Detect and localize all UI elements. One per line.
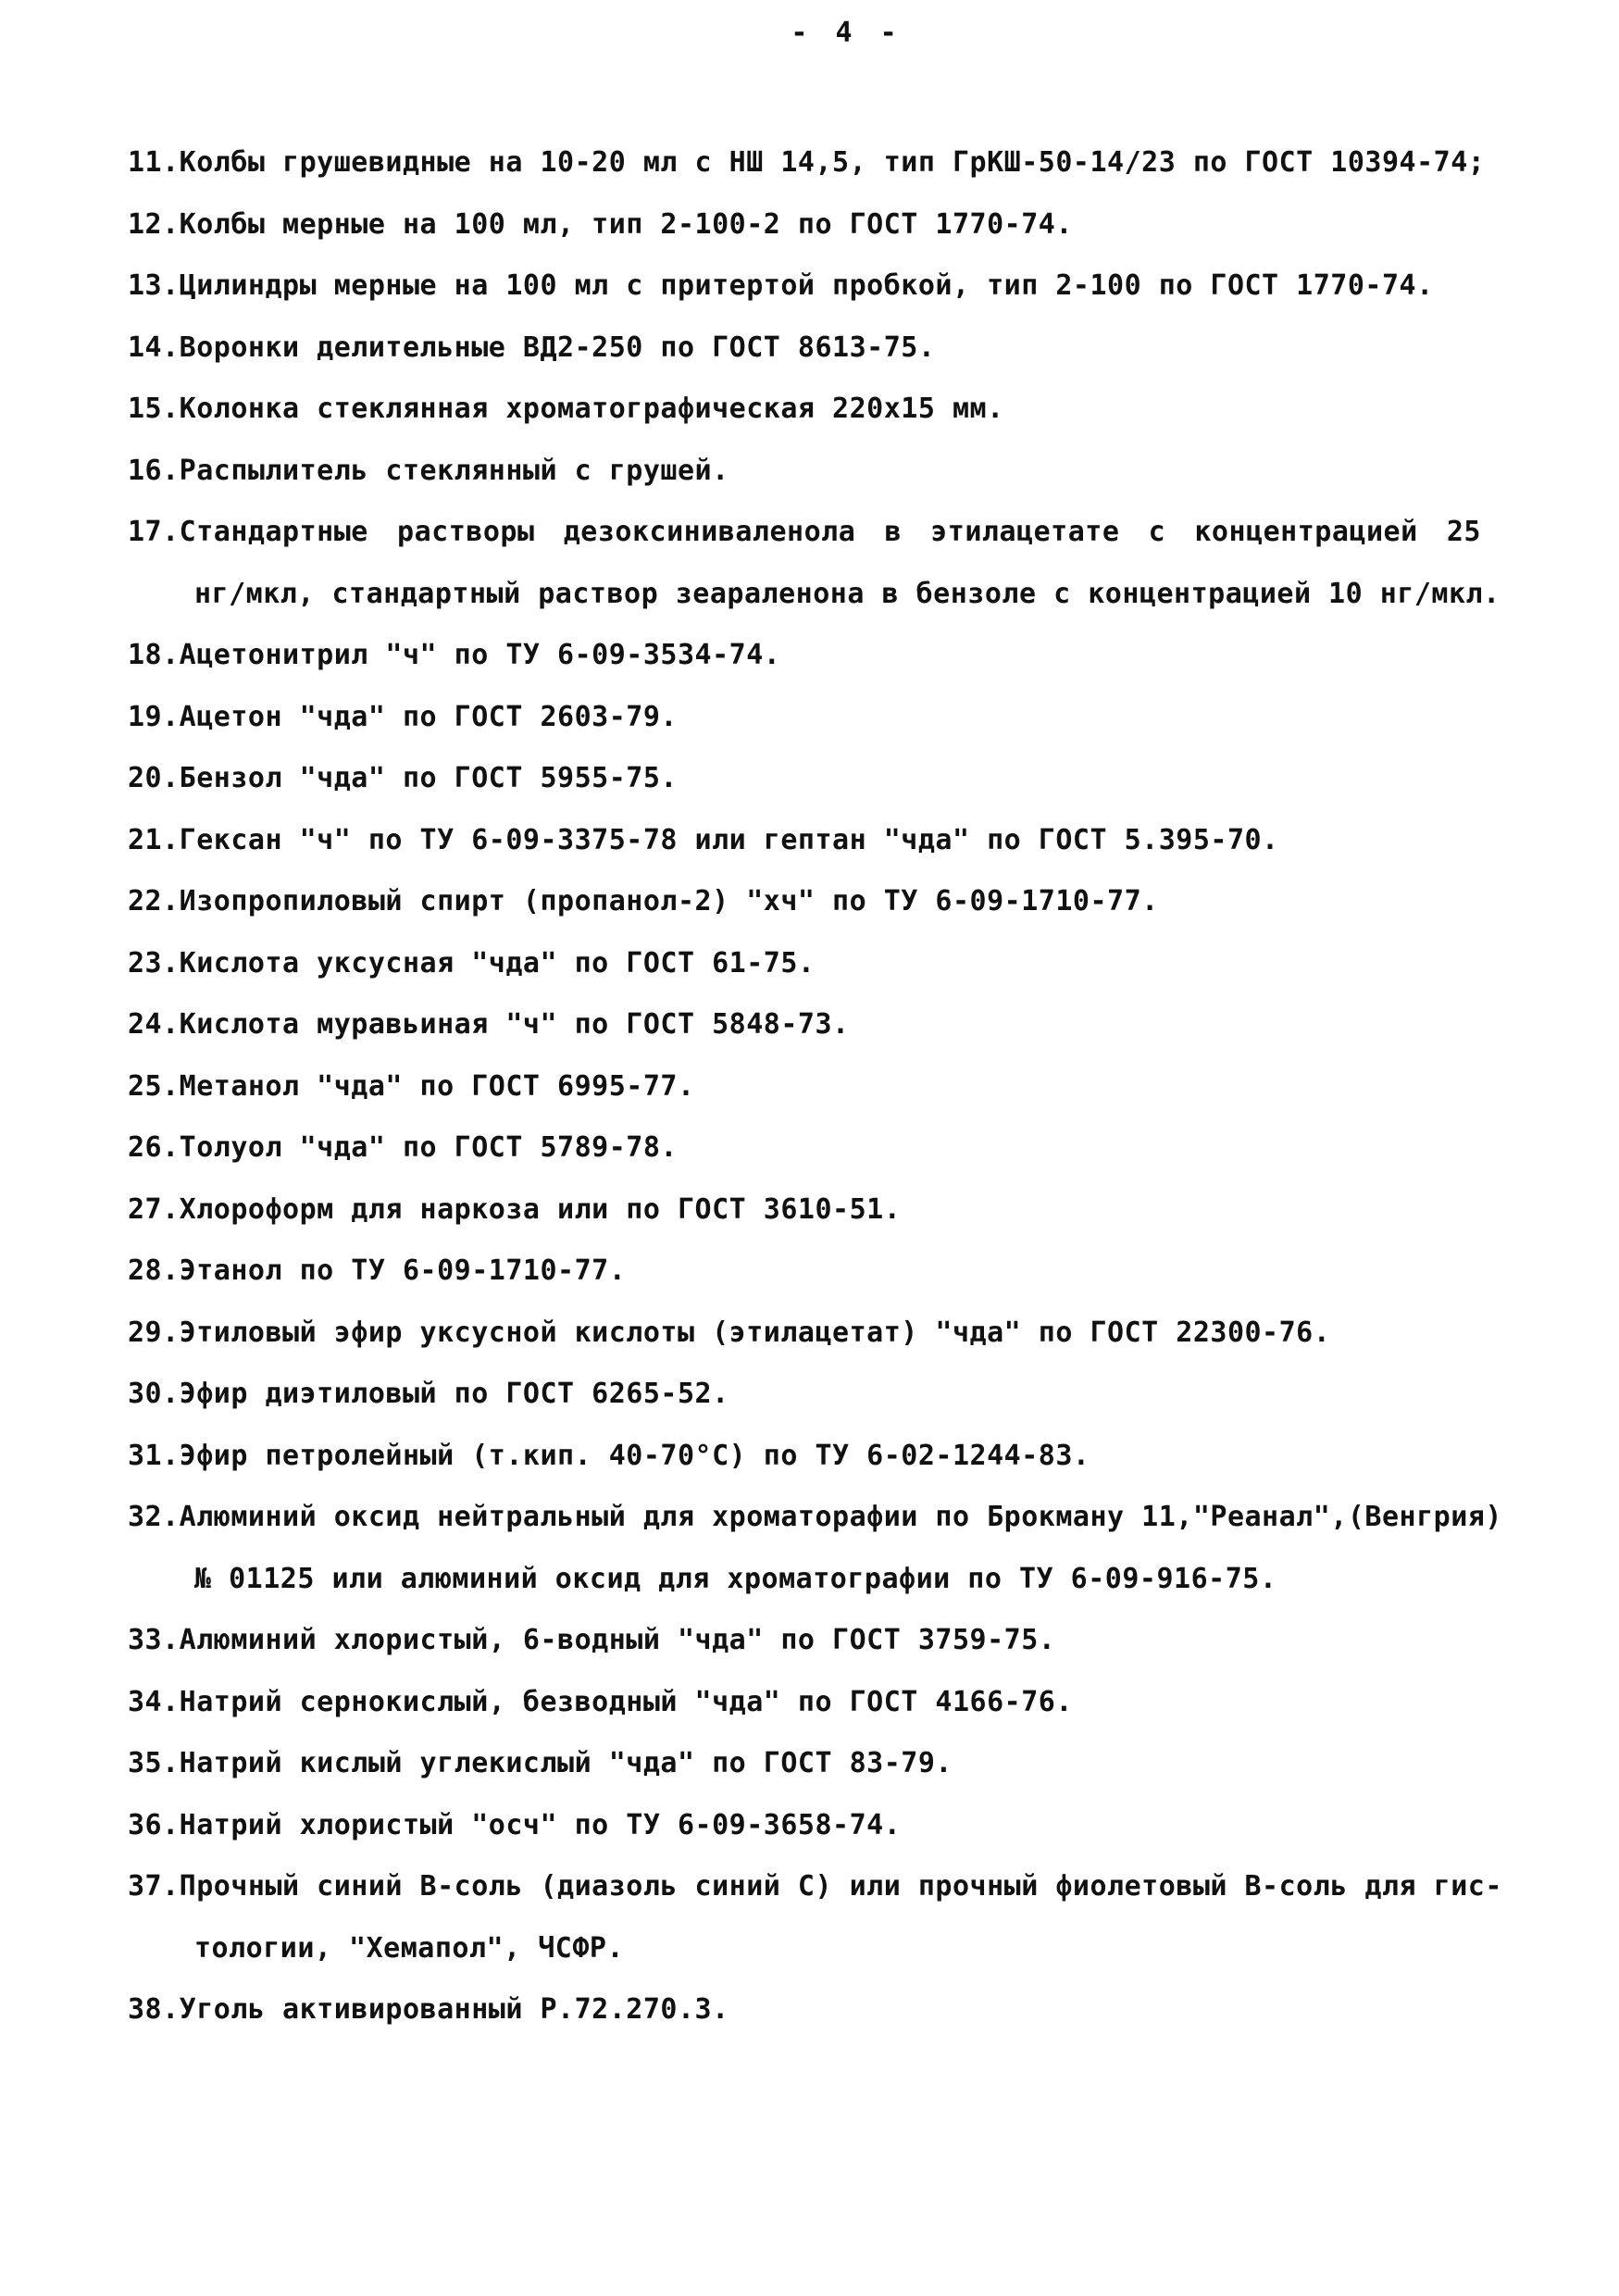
list-item-text: 18.Ацетонитрил "ч" по ТУ 6-09-3534-74. [128, 639, 781, 671]
list-item-text: 23.Кислота уксусная "чда" по ГОСТ 61-75. [128, 946, 816, 980]
list-item-text: 17.Стандартные растворы дезоксиниваленола в этилацетате с концентрацией 25 [128, 516, 1481, 548]
list-item-text: 27.Хлороформ для наркоза или по ГОСТ 3610-51. [128, 1192, 902, 1226]
list-item-24 [128, 994, 1498, 1056]
list-item-16 [128, 441, 1498, 503]
list-item-text: 31.Эфир петролейный (т.кип. 40-70°С) по ТУ 6-02-1244-83. [128, 1439, 1090, 1472]
list-item-13 [128, 256, 1498, 318]
list-item-22 [128, 871, 1498, 933]
list-item-11 [128, 132, 1498, 194]
list-item-26 [128, 1117, 1498, 1179]
list-item-text: 11.Колбы грушевидные на 10-20 мл с НШ 14,5, тип ГрКШ-50-14/23 по ГОСТ 10394-74; [128, 146, 1486, 179]
list-item-text: 38.Уголь активированный Р.72.270.3. [128, 1993, 729, 2026]
list-item-text: 32.Алюминий оксид нейтральный для хроматорафии по Брокману 11,"Реанал",(Венгрия) [128, 1501, 1502, 1533]
list-item-18 [128, 625, 1498, 687]
list-item-continuation: нг/мкл, стандартный раствор зеараленона в бензоле с концентрацией 10 нг/мкл. [194, 577, 1501, 610]
list-item-20 [128, 748, 1498, 810]
list-item-14 [128, 318, 1498, 380]
list-item-text: 37.Прочный синий В-соль (диазоль синий С) или прочный фиолетовый В-соль для гис- [128, 1870, 1502, 1903]
list-item-text: 35.Натрий кислый углекислый "чда" по ГОСТ 83-79. [128, 1747, 953, 1779]
list-item-19 [128, 687, 1498, 749]
list-item-37 [128, 1856, 1502, 1979]
list-item-28 [128, 1241, 1498, 1303]
list-item-text: 16.Распылитель стеклянный с грушей. [128, 454, 729, 487]
list-item-continuation: тологии, "Хемапол", ЧСФР. [194, 1931, 625, 1965]
list-item-text: 36.Натрий хлористый "осч" по ТУ 6-09-3658-74. [128, 1808, 902, 1841]
reagents-list [128, 132, 1502, 2041]
list-item-continuation: № 01125 или алюминий оксид для хроматографии по ТУ 6-09-916-75. [194, 1562, 1277, 1595]
list-item-text: 25.Метанол "чда" по ГОСТ 6995-77. [128, 1069, 695, 1103]
list-item-15 [128, 379, 1498, 441]
list-item-34 [128, 1672, 1498, 1734]
list-item-30 [128, 1364, 1498, 1426]
list-item-17 [128, 502, 1501, 625]
list-item-text: 33.Алюминий хлористый, 6-водный "чда" по ГОСТ 3759-75. [128, 1624, 1056, 1656]
page-number: - 4 - [791, 17, 903, 49]
list-item-text: 22.Изопропиловый спирт (пропанол-2) "хч" по ТУ 6-09-1710-77. [128, 885, 1159, 917]
list-item-text: 15.Колонка стеклянная хроматографическая 220х15 мм. [128, 393, 1004, 425]
list-item-38 [128, 1979, 1498, 2041]
list-item-text: 21.Гексан "ч" по ТУ 6-09-3375-78 или гептан "чда" по ГОСТ 5.395-70. [128, 823, 1279, 856]
list-item-text: 24.Кислота муравьиная "ч" по ГОСТ 5848-73. [128, 1008, 850, 1041]
list-item-21 [128, 810, 1498, 872]
list-item-text: 29.Этиловый эфир уксусной кислоты (этилацетат) "чда" по ГОСТ 22300-76. [128, 1316, 1331, 1349]
list-item-text: 30.Эфир диэтиловый по ГОСТ 6265-52. [128, 1378, 729, 1410]
list-item-36 [128, 1795, 1498, 1857]
list-item-text: 26.Толуол "чда" по ГОСТ 5789-78. [128, 1131, 678, 1164]
list-item-text: 20.Бензол "чда" по ГОСТ 5955-75. [128, 762, 678, 794]
list-item-27 [128, 1179, 1498, 1242]
list-item-33 [128, 1610, 1498, 1672]
list-item-29 [128, 1303, 1498, 1365]
list-item-text: 12.Колбы мерные на 100 мл, тип 2-100-2 по ГОСТ 1770-74. [128, 207, 1073, 241]
list-item-text: 34.Натрий сернокислый, безводный "чда" по ГОСТ 4166-76. [128, 1685, 1073, 1718]
list-item-32 [128, 1487, 1502, 1610]
list-item-31 [128, 1426, 1498, 1488]
list-item-text: 19.Ацетон "чда" по ГОСТ 2603-79. [128, 700, 678, 733]
list-item-text: 14.Воронки делительные ВД2-250 по ГОСТ 8613-75. [128, 331, 936, 364]
list-item-25 [128, 1056, 1498, 1118]
list-item-35 [128, 1733, 1498, 1795]
list-item-12 [128, 194, 1498, 256]
list-item-23 [128, 933, 1498, 995]
list-item-text: 13.Цилиндры мерные на 100 мл с притертой пробкой, тип 2-100 по ГОСТ 1770-74. [128, 269, 1434, 302]
list-item-text: 28.Этанол по ТУ 6-09-1710-77. [128, 1254, 627, 1287]
